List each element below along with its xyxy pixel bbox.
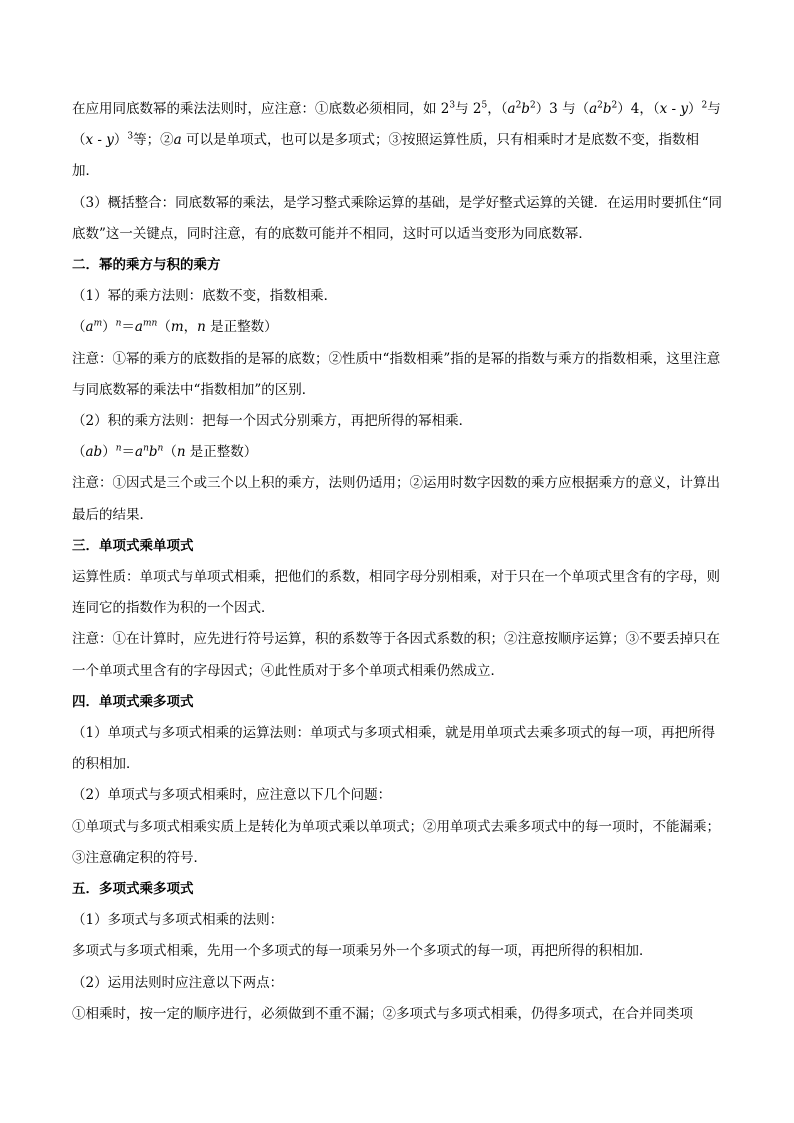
section-heading-polynomial-times-polynomial: 五．多项式乘多项式 [72,881,194,898]
text-run: ） [113,132,128,149]
text-run: 与 2 [455,101,482,117]
exponent: 2 [611,100,618,111]
text-run: 在应用同底数幂的乘法法则时，应注意：①底数必须相同，如 2 [72,101,450,117]
text-run: ） [688,101,702,117]
text-run: ，（ [487,101,508,117]
text-run: （ [157,319,171,336]
paragraph-product-power-rule: （2）积的乘方法则：把每一个因式分别乘方，再把所得的幂相乘． [72,413,473,430]
paragraph-polynomial-rule-title: （1）多项式与多项式相乘的法则： [72,912,284,929]
exponent: 2 [701,100,708,111]
math-variable: a [135,444,144,461]
text-run: - [93,132,107,149]
paragraph-monomial-rule: 运算性质：单项式与单项式相乘，把他们的系数，相同字母分别相乘，对于只在一个单项式里含有的字母，则连同它的指数作为积的一个因式． [72,569,720,617]
exponent: n [143,443,149,454]
text-run: 可以是单项式，也可以是多项式；③按照运算性质，只有相乘时才是底数不变，指数相加． [72,132,700,180]
math-variable: ab [85,444,103,461]
math-variable: x [659,101,668,117]
text-run: （ [72,444,86,461]
text-run: ） [102,319,116,336]
section-heading-monomial-times-monomial: 三．单项式乘单项式 [72,537,194,554]
exponent: 2 [515,100,522,111]
text-run: 等；② [133,132,174,149]
paragraph-monomial-polynomial-intro: （2）单项式与多项式相乘时，应注意以下几个问题： [72,787,392,804]
math-variable: n [176,444,186,461]
math-variable: b [148,444,158,461]
exponent: n [157,443,164,454]
exponent: n [115,443,122,454]
exponent: m [93,319,103,330]
document-body [72,94,724,1030]
exponent: mn [142,319,158,330]
math-variable: b [521,101,530,117]
exponent: 2 [529,100,536,111]
text-run: 与（ [72,101,721,149]
text-run: ）3 与（ [535,101,590,117]
exponent: n [115,319,122,330]
math-variable: b [602,101,612,117]
exponent: 3 [449,100,456,111]
math-variable: a [173,132,182,149]
math-variable: a [85,319,94,336]
text-run: ） [102,444,116,461]
math-variable: a [507,101,516,117]
math-variable: a [134,319,143,336]
formula-power-of-power [72,312,724,343]
math-variable: y [680,101,689,117]
paragraph-product-power-notes: 注意：①因式是三个或三个以上积的乘方，法则仍适用；②运用时数字因数的乘方应根据乘方的意义，计算出最后的结果． [72,475,720,523]
math-variable: a [589,101,598,117]
math-variable: x [85,132,94,149]
exponent: 2 [597,100,603,111]
section-heading-monomial-times-polynomial: 四．单项式乘多项式 [72,693,194,710]
paragraph-power-rule: （1）幂的乘方法则：底数不变，指数相乘． [72,288,338,305]
text-run: （ [163,444,177,461]
paragraph-exponent-product-rule-notes [72,94,724,188]
paragraph-polynomial-rule: 多项式与多项式相乘，先用一个多项式的每一项乘另外一个多项式的每一项，再把所得的积相加． [72,943,653,960]
text-run: 是正整数） [205,319,278,336]
text-run: ＝ [121,319,135,336]
paragraph-polynomial-notes-intro: （2）运用法则时应注意以下两点： [72,974,284,991]
formula-power-of-product [72,437,724,468]
paragraph-monomial-polynomial-notes: ①单项式与多项式相乘实质上是转化为单项式乘以单项式；②用单项式去乘多项式中的每一项时，不能漏乘；③注意确定积的符号． [72,818,720,866]
text-run: ＝ [121,444,135,461]
exponent: 3 [127,131,134,142]
math-variable: n [197,319,206,336]
paragraph-monomial-notes: 注意：①在计算时，应先进行符号运算，积的系数等于各因式系数的积；②注意按顺序运算；③不要丢掉只在一个单项式里含有的字母因式；④此性质对于多个单项式相乘仍然成立． [72,631,720,679]
paragraph-polynomial-notes: ①相乘时，按一定的顺序进行，必须做到不重不漏；②多项式与多项式相乘，仍得多项式，在合并同类项 [72,1005,693,1022]
text-run: （ [72,319,86,336]
math-variable: y [106,132,114,149]
text-run: ）4，（ [617,101,660,117]
paragraph-summary: （3）概括整合：同底数幂的乘法，是学习整式乘除运算的基础，是学好整式运算的关键．在运用时要抓住“同底数”这一关键点，同时注意，有的底数可能并不相同，这时可以适当变形为同底数幂． [72,194,722,242]
math-variable: m [170,319,184,336]
paragraph-power-notes: 注意：①幂的乘方的底数指的是幂的底数；②性质中“指数相乘”指的是幂的指数与乘方的指数相乘，这里注意与同底数幂的乘法中“指数相加”的区别． [72,350,721,398]
exponent: 5 [481,100,488,111]
text-run: - [667,101,681,117]
text-run: 是正整数） [185,444,258,461]
text-run: ， [183,319,198,336]
section-heading-power-of-power: 二．幂的乘方与积的乘方 [72,257,221,274]
paragraph-monomial-polynomial-rule: （1）单项式与多项式相乘的运算法则：单项式与多项式相乘，就是用单项式去乘多项式的每一项，再把所得的积相加． [72,725,716,773]
